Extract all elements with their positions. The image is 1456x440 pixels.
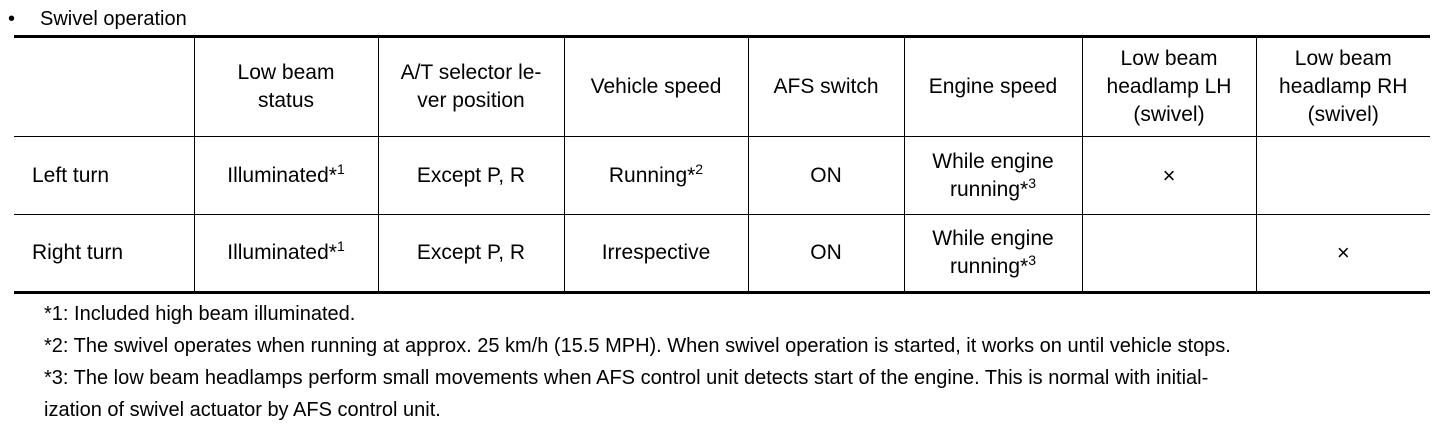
table-header-row — [14, 37, 1430, 137]
header-line: ver position — [417, 89, 525, 112]
header-line: Low beam — [237, 61, 335, 84]
header-engine-speed: Engine speed — [904, 37, 1082, 137]
cell-text: While engine — [932, 149, 1054, 173]
footnote-ref: 3 — [1028, 174, 1037, 191]
header-afs-switch: AFS switch — [748, 37, 904, 137]
cell-afs-switch: ON — [748, 137, 904, 215]
footnote-1: *1: Included high beam illuminated. — [44, 303, 356, 325]
cell-engine-speed — [904, 215, 1082, 293]
cell-at-selector: Except P, R — [378, 215, 564, 293]
cell-text: running* — [949, 177, 1029, 201]
cell-text: running* — [949, 255, 1029, 278]
header-headlamp-rh — [1256, 37, 1430, 137]
cell-at-selector: Except P, R — [378, 137, 564, 215]
footnote-ref: 1 — [336, 238, 345, 254]
footnote-3-continued: ization of swivel actuator by AFS control unit. — [44, 399, 441, 421]
row-label: Right turn — [14, 215, 194, 293]
cell-headlamp-lh-mark — [1082, 215, 1256, 293]
header-vehicle-speed: Vehicle speed — [564, 37, 748, 137]
header-line: headlamp RH — [1279, 75, 1408, 98]
header-line: (swivel) — [1307, 103, 1379, 126]
cell-text: Illuminated* — [227, 163, 337, 187]
row-label: Left turn — [14, 137, 194, 215]
cell-vehicle-speed: Irrespective — [564, 215, 748, 293]
header-at-selector — [378, 37, 564, 137]
header-headlamp-lh — [1082, 37, 1256, 137]
section-title: Swivel operation — [40, 8, 187, 30]
cell-engine-speed — [904, 137, 1082, 215]
footnote-2: *2: The swivel operates when running at approx. 25 km/h (15.5 MPH). When swivel operation is started, it works on until vehicle stops. — [44, 335, 1231, 357]
table-row-left-turn — [14, 137, 1430, 215]
cell-headlamp-rh-mark — [1256, 137, 1430, 215]
cell-low-beam-status — [194, 137, 378, 215]
table-row-right-turn — [14, 215, 1430, 293]
header-line: headlamp LH — [1106, 75, 1232, 98]
cell-text: While engine — [932, 227, 1054, 250]
footnote-ref: 1 — [336, 160, 345, 177]
header-line: Low beam — [1294, 47, 1392, 70]
header-line: Low beam — [1120, 47, 1218, 70]
cell-low-beam-status — [194, 215, 378, 293]
bullet-icon: • — [8, 8, 16, 30]
cell-headlamp-rh-mark: × — [1256, 215, 1430, 293]
footnote-ref: 3 — [1028, 252, 1037, 268]
footnotes — [44, 298, 1430, 426]
footnote-ref: 2 — [695, 160, 704, 177]
cell-vehicle-speed — [564, 137, 748, 215]
cell-text: Illuminated* — [227, 241, 337, 264]
section-heading — [6, 6, 187, 32]
cell-afs-switch: ON — [748, 215, 904, 293]
header-line: status — [257, 89, 315, 112]
header-line: (swivel) — [1133, 103, 1205, 126]
cell-text: Running* — [608, 163, 696, 187]
header-empty-cell — [14, 37, 194, 137]
header-low-beam-status — [194, 37, 378, 137]
footnote-3: *3: The low beam headlamps perform small movements when AFS control unit detects start of the engine. This is normal with initial- — [44, 367, 1209, 389]
header-line: A/T selector le- — [400, 61, 542, 84]
swivel-operation-table — [14, 35, 1430, 294]
cell-headlamp-lh-mark: × — [1082, 137, 1256, 215]
